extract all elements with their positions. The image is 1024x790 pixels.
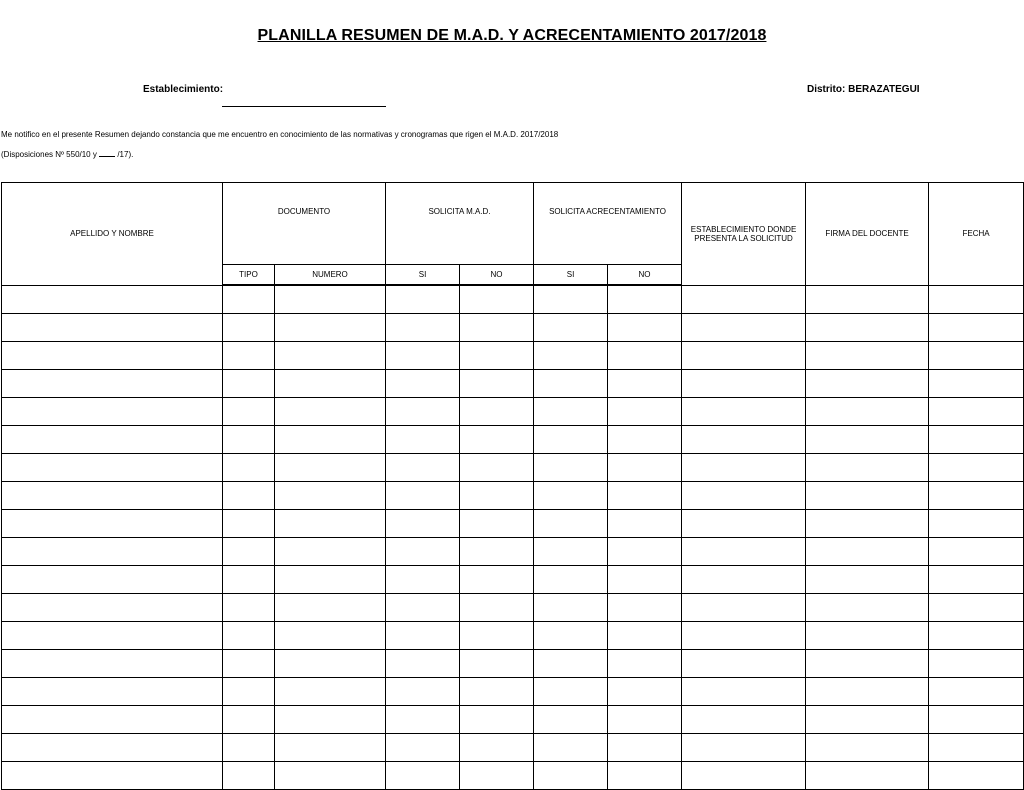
cell-firma[interactable]	[806, 370, 929, 398]
cell-doc-numero[interactable]	[275, 285, 386, 314]
cell-apellido-nombre[interactable]	[2, 706, 223, 734]
resumen-table	[1, 182, 1024, 790]
header-apellido-nombre: APELLIDO Y NOMBRE	[2, 183, 223, 286]
cell-establecimiento[interactable]	[682, 370, 806, 398]
cell-mad-si[interactable]	[386, 762, 460, 790]
cell-acrec-si[interactable]	[534, 454, 608, 482]
cell-fecha[interactable]	[929, 706, 1024, 734]
cell-doc-tipo[interactable]	[223, 594, 275, 622]
subheader-acrec-no: NO	[608, 265, 682, 286]
cell-acrec-no[interactable]	[608, 482, 682, 510]
cell-acrec-no[interactable]	[608, 678, 682, 706]
cell-acrec-si[interactable]	[534, 426, 608, 454]
cell-establecimiento[interactable]	[682, 342, 806, 370]
cell-doc-tipo[interactable]	[223, 482, 275, 510]
table-body	[2, 285, 1024, 790]
cell-doc-numero[interactable]	[275, 314, 386, 342]
subheader-mad-si: SI	[386, 265, 460, 286]
cell-acrec-no[interactable]	[608, 762, 682, 790]
table-row	[2, 538, 1024, 566]
cell-mad-no[interactable]	[460, 426, 534, 454]
cell-fecha[interactable]	[929, 285, 1024, 314]
table-row	[2, 482, 1024, 510]
cell-firma[interactable]	[806, 314, 929, 342]
table-row	[2, 762, 1024, 790]
cell-establecimiento[interactable]	[682, 510, 806, 538]
header-fecha: FECHA	[929, 183, 1024, 286]
cell-doc-tipo[interactable]	[223, 706, 275, 734]
cell-acrec-no[interactable]	[608, 426, 682, 454]
cell-acrec-no[interactable]	[608, 314, 682, 342]
cell-doc-numero[interactable]	[275, 650, 386, 678]
cell-doc-tipo[interactable]	[223, 285, 275, 314]
cell-acrec-no[interactable]	[608, 734, 682, 762]
cell-mad-no[interactable]	[460, 622, 534, 650]
cell-apellido-nombre[interactable]	[2, 314, 223, 342]
cell-firma[interactable]	[806, 566, 929, 594]
cell-establecimiento[interactable]	[682, 622, 806, 650]
cell-firma[interactable]	[806, 650, 929, 678]
cell-apellido-nombre[interactable]	[2, 342, 223, 370]
cell-apellido-nombre[interactable]	[2, 285, 223, 314]
cell-establecimiento[interactable]	[682, 285, 806, 314]
table-row	[2, 678, 1024, 706]
cell-mad-si[interactable]	[386, 650, 460, 678]
table-row	[2, 426, 1024, 454]
establecimiento-label: Establecimiento:	[143, 84, 224, 95]
cell-acrec-no[interactable]	[608, 538, 682, 566]
cell-doc-tipo[interactable]	[223, 398, 275, 426]
cell-apellido-nombre[interactable]	[2, 454, 223, 482]
cell-acrec-si[interactable]	[534, 510, 608, 538]
cell-fecha[interactable]	[929, 426, 1024, 454]
cell-mad-no[interactable]	[460, 706, 534, 734]
table-row	[2, 370, 1024, 398]
cell-establecimiento[interactable]	[682, 650, 806, 678]
cell-doc-tipo[interactable]	[223, 314, 275, 342]
cell-establecimiento[interactable]	[682, 594, 806, 622]
cell-doc-numero[interactable]	[275, 510, 386, 538]
cell-mad-no[interactable]	[460, 454, 534, 482]
cell-acrec-no[interactable]	[608, 454, 682, 482]
cell-acrec-si[interactable]	[534, 622, 608, 650]
cell-mad-si[interactable]	[386, 426, 460, 454]
cell-mad-si[interactable]	[386, 285, 460, 314]
cell-mad-no[interactable]	[460, 762, 534, 790]
header-documento: DOCUMENTO	[223, 183, 386, 265]
cell-fecha[interactable]	[929, 594, 1024, 622]
cell-establecimiento[interactable]	[682, 454, 806, 482]
cell-establecimiento[interactable]	[682, 426, 806, 454]
cell-firma[interactable]	[806, 594, 929, 622]
cell-doc-numero[interactable]	[275, 426, 386, 454]
cell-establecimiento[interactable]	[682, 706, 806, 734]
cell-fecha[interactable]	[929, 342, 1024, 370]
cell-mad-no[interactable]	[460, 678, 534, 706]
cell-firma[interactable]	[806, 510, 929, 538]
cell-mad-si[interactable]	[386, 314, 460, 342]
cell-mad-si[interactable]	[386, 482, 460, 510]
cell-doc-numero[interactable]	[275, 342, 386, 370]
cell-doc-numero[interactable]	[275, 594, 386, 622]
cell-doc-numero[interactable]	[275, 706, 386, 734]
cell-doc-tipo[interactable]	[223, 370, 275, 398]
cell-mad-no[interactable]	[460, 734, 534, 762]
cell-apellido-nombre[interactable]	[2, 622, 223, 650]
cell-fecha[interactable]	[929, 678, 1024, 706]
cell-acrec-si[interactable]	[534, 482, 608, 510]
cell-apellido-nombre[interactable]	[2, 370, 223, 398]
cell-doc-numero[interactable]	[275, 622, 386, 650]
subheader-tipo: TIPO	[223, 265, 275, 286]
cell-firma[interactable]	[806, 426, 929, 454]
cell-fecha[interactable]	[929, 370, 1024, 398]
cell-acrec-si[interactable]	[534, 398, 608, 426]
cell-firma[interactable]	[806, 734, 929, 762]
cell-apellido-nombre[interactable]	[2, 482, 223, 510]
disposiciones-blank-field[interactable]	[99, 150, 115, 157]
cell-acrec-no[interactable]	[608, 285, 682, 314]
table-row	[2, 454, 1024, 482]
cell-fecha[interactable]	[929, 538, 1024, 566]
cell-firma[interactable]	[806, 285, 929, 314]
cell-fecha[interactable]	[929, 314, 1024, 342]
cell-acrec-si[interactable]	[534, 538, 608, 566]
cell-mad-no[interactable]	[460, 342, 534, 370]
header-establecimiento: ESTABLECIMIENTO DONDE PRESENTA LA SOLICITUD	[682, 183, 806, 286]
cell-acrec-no[interactable]	[608, 566, 682, 594]
cell-apellido-nombre[interactable]	[2, 650, 223, 678]
subheader-mad-no: NO	[460, 265, 534, 286]
cell-mad-si[interactable]	[386, 734, 460, 762]
table-row	[2, 594, 1024, 622]
cell-mad-no[interactable]	[460, 510, 534, 538]
cell-doc-tipo[interactable]	[223, 650, 275, 678]
cell-doc-numero[interactable]	[275, 454, 386, 482]
cell-doc-tipo[interactable]	[223, 510, 275, 538]
cell-apellido-nombre[interactable]	[2, 538, 223, 566]
cell-firma[interactable]	[806, 398, 929, 426]
cell-doc-numero[interactable]	[275, 762, 386, 790]
cell-apellido-nombre[interactable]	[2, 426, 223, 454]
cell-mad-no[interactable]	[460, 398, 534, 426]
cell-mad-si[interactable]	[386, 678, 460, 706]
cell-acrec-si[interactable]	[534, 706, 608, 734]
cell-doc-tipo[interactable]	[223, 566, 275, 594]
cell-acrec-no[interactable]	[608, 398, 682, 426]
cell-establecimiento[interactable]	[682, 566, 806, 594]
cell-mad-si[interactable]	[386, 706, 460, 734]
cell-acrec-no[interactable]	[608, 622, 682, 650]
header-solicita-acrecentamiento: SOLICITA ACRECENTAMIENTO	[534, 183, 682, 265]
cell-fecha[interactable]	[929, 482, 1024, 510]
cell-fecha[interactable]	[929, 734, 1024, 762]
cell-firma[interactable]	[806, 622, 929, 650]
cell-mad-si[interactable]	[386, 594, 460, 622]
cell-establecimiento[interactable]	[682, 398, 806, 426]
cell-establecimiento[interactable]	[682, 678, 806, 706]
cell-acrec-si[interactable]	[534, 594, 608, 622]
disposiciones-suffix: /17).	[117, 150, 134, 159]
page-title: PLANILLA RESUMEN DE M.A.D. Y ACRECENTAMIENTO 2017/2018	[257, 27, 767, 44]
subheader-acrec-si: SI	[534, 265, 608, 286]
cell-acrec-no[interactable]	[608, 594, 682, 622]
cell-mad-no[interactable]	[460, 566, 534, 594]
cell-firma[interactable]	[806, 342, 929, 370]
table-row	[2, 314, 1024, 342]
cell-apellido-nombre[interactable]	[2, 594, 223, 622]
cell-acrec-no[interactable]	[608, 706, 682, 734]
cell-firma[interactable]	[806, 706, 929, 734]
cell-mad-si[interactable]	[386, 538, 460, 566]
cell-fecha[interactable]	[929, 398, 1024, 426]
cell-fecha[interactable]	[929, 510, 1024, 538]
cell-establecimiento[interactable]	[682, 538, 806, 566]
cell-apellido-nombre[interactable]	[2, 734, 223, 762]
table-row	[2, 566, 1024, 594]
cell-mad-no[interactable]	[460, 285, 534, 314]
cell-acrec-si[interactable]	[534, 566, 608, 594]
cell-doc-numero[interactable]	[275, 370, 386, 398]
table-row	[2, 398, 1024, 426]
cell-fecha[interactable]	[929, 454, 1024, 482]
cell-mad-no[interactable]	[460, 314, 534, 342]
cell-apellido-nombre[interactable]	[2, 762, 223, 790]
cell-fecha[interactable]	[929, 622, 1024, 650]
cell-doc-tipo[interactable]	[223, 538, 275, 566]
cell-acrec-si[interactable]	[534, 342, 608, 370]
cell-fecha[interactable]	[929, 650, 1024, 678]
cell-mad-si[interactable]	[386, 566, 460, 594]
table-row	[2, 285, 1024, 314]
table-row	[2, 622, 1024, 650]
cell-doc-tipo[interactable]	[223, 678, 275, 706]
table-row	[2, 650, 1024, 678]
cell-mad-si[interactable]	[386, 342, 460, 370]
header-firma-docente: FIRMA DEL DOCENTE	[806, 183, 929, 286]
cell-acrec-no[interactable]	[608, 370, 682, 398]
cell-apellido-nombre[interactable]	[2, 398, 223, 426]
cell-mad-no[interactable]	[460, 370, 534, 398]
cell-firma[interactable]	[806, 482, 929, 510]
cell-mad-si[interactable]	[386, 510, 460, 538]
table-row	[2, 510, 1024, 538]
cell-fecha[interactable]	[929, 762, 1024, 790]
cell-acrec-si[interactable]	[534, 285, 608, 314]
cell-doc-numero[interactable]	[275, 482, 386, 510]
cell-apellido-nombre[interactable]	[2, 566, 223, 594]
cell-firma[interactable]	[806, 678, 929, 706]
cell-acrec-si[interactable]	[534, 678, 608, 706]
cell-acrec-no[interactable]	[608, 650, 682, 678]
cell-firma[interactable]	[806, 538, 929, 566]
cell-acrec-si[interactable]	[534, 650, 608, 678]
cell-mad-si[interactable]	[386, 622, 460, 650]
cell-doc-tipo[interactable]	[223, 454, 275, 482]
cell-acrec-si[interactable]	[534, 762, 608, 790]
cell-doc-numero[interactable]	[275, 398, 386, 426]
table-row	[2, 734, 1024, 762]
disposiciones-text	[1, 150, 133, 159]
cell-apellido-nombre[interactable]	[2, 678, 223, 706]
table-row	[2, 706, 1024, 734]
cell-firma[interactable]	[806, 762, 929, 790]
cell-doc-numero[interactable]	[275, 678, 386, 706]
cell-mad-no[interactable]	[460, 482, 534, 510]
cell-mad-no[interactable]	[460, 538, 534, 566]
cell-establecimiento[interactable]	[682, 762, 806, 790]
cell-doc-tipo[interactable]	[223, 622, 275, 650]
header-solicita-mad: SOLICITA M.A.D.	[386, 183, 534, 265]
cell-acrec-si[interactable]	[534, 314, 608, 342]
cell-doc-numero[interactable]	[275, 734, 386, 762]
cell-acrec-si[interactable]	[534, 370, 608, 398]
cell-doc-tipo[interactable]	[223, 734, 275, 762]
table-row	[2, 342, 1024, 370]
cell-acrec-si[interactable]	[534, 734, 608, 762]
cell-mad-no[interactable]	[460, 650, 534, 678]
cell-doc-tipo[interactable]	[223, 762, 275, 790]
cell-acrec-no[interactable]	[608, 342, 682, 370]
cell-doc-numero[interactable]	[275, 538, 386, 566]
cell-doc-tipo[interactable]	[223, 342, 275, 370]
establecimiento-field[interactable]	[222, 106, 386, 107]
notification-text: Me notifico en el presente Resumen dejando constancia que me encuentro en conocimiento de las normativas y cronogramas que rigen el M.A.D. 2017/2018	[1, 130, 559, 139]
cell-apellido-nombre[interactable]	[2, 510, 223, 538]
cell-firma[interactable]	[806, 454, 929, 482]
cell-mad-si[interactable]	[386, 398, 460, 426]
cell-mad-si[interactable]	[386, 370, 460, 398]
cell-establecimiento[interactable]	[682, 734, 806, 762]
cell-mad-si[interactable]	[386, 454, 460, 482]
distrito-label: Distrito: BERAZATEGUI	[807, 84, 920, 95]
subheader-numero: NUMERO	[275, 265, 386, 286]
cell-doc-numero[interactable]	[275, 566, 386, 594]
cell-establecimiento[interactable]	[682, 314, 806, 342]
cell-fecha[interactable]	[929, 566, 1024, 594]
cell-acrec-no[interactable]	[608, 510, 682, 538]
cell-establecimiento[interactable]	[682, 482, 806, 510]
cell-doc-tipo[interactable]	[223, 426, 275, 454]
cell-mad-no[interactable]	[460, 594, 534, 622]
disposiciones-prefix: (Disposiciones Nº 550/10 y	[1, 150, 97, 159]
